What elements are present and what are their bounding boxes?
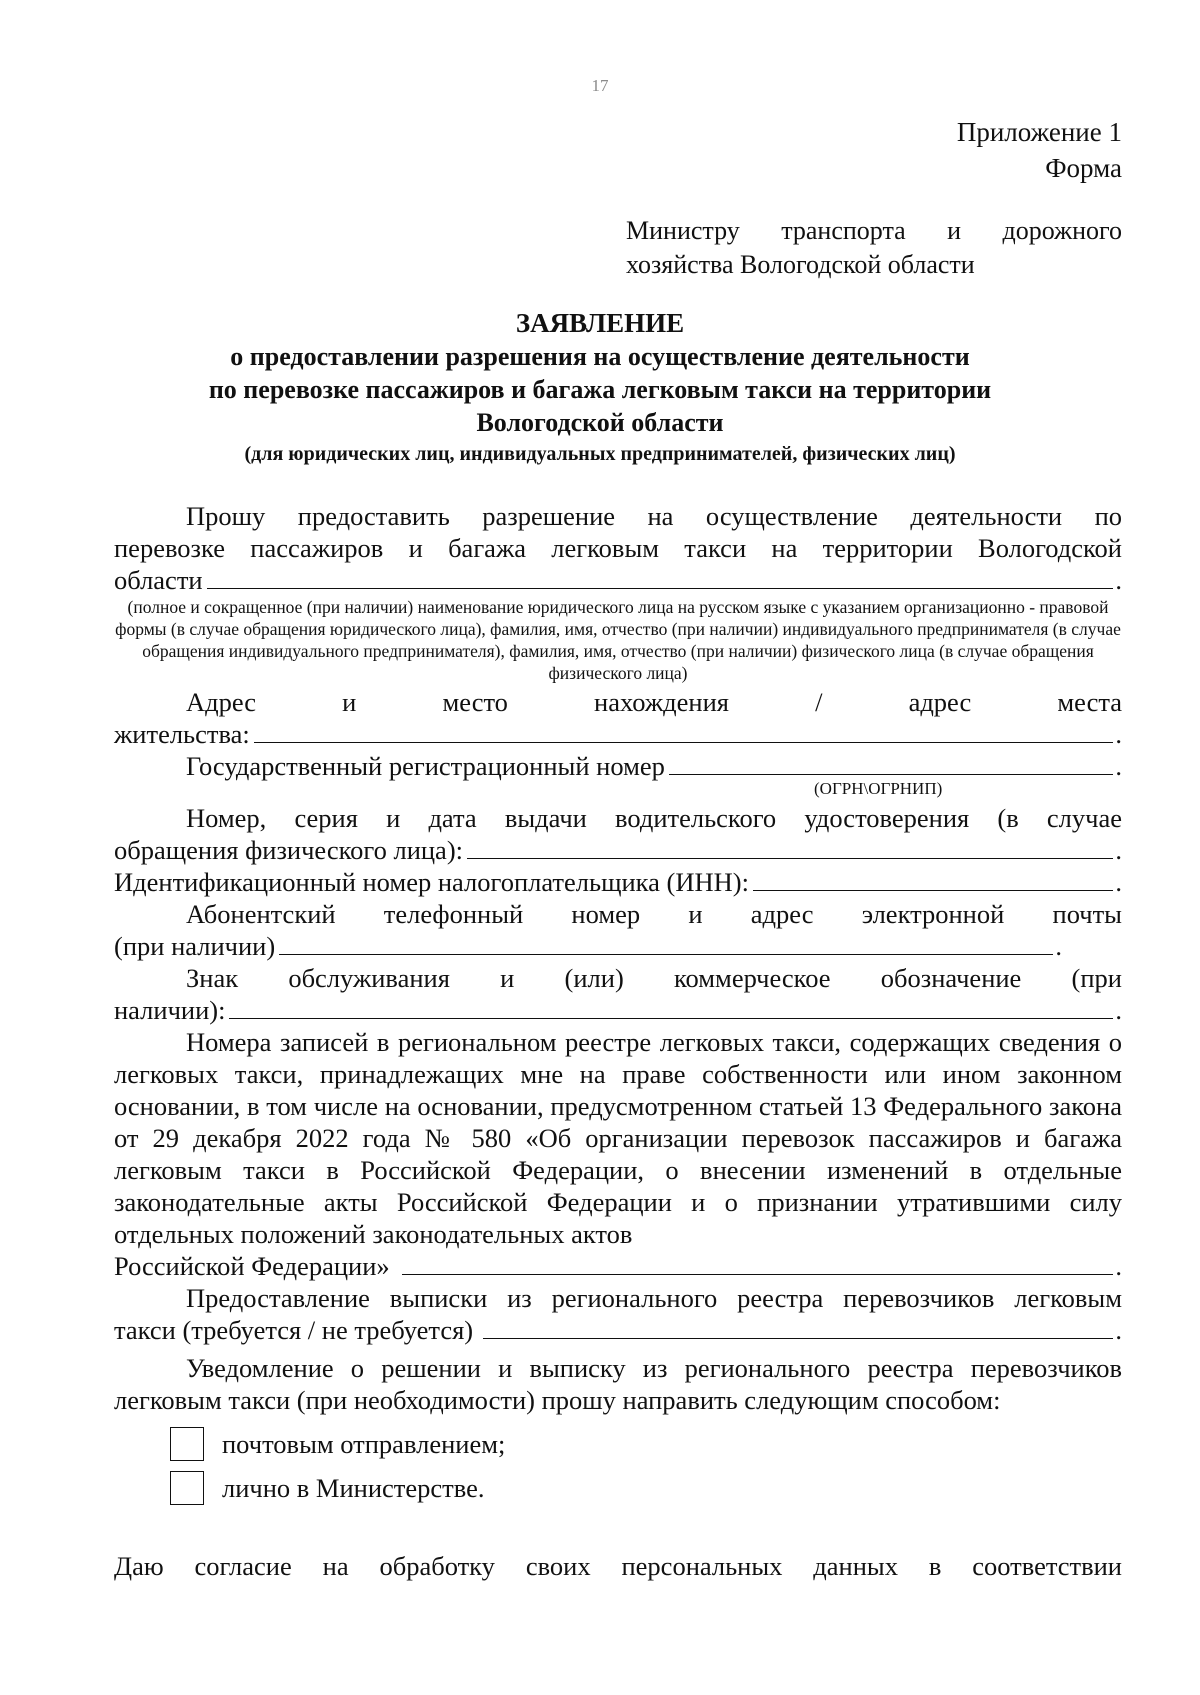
extract-line-1: Предоставление выписки из регионального реестра перевозчиков легковым: [186, 1283, 1122, 1313]
period: .: [1115, 719, 1122, 749]
registry-records-field[interactable]: [402, 1250, 1114, 1275]
license-label: обращения физического лица):: [114, 835, 464, 865]
registry-records-text: Номера записей в региональном реестре легковых такси, содержащих сведения о легковых такси, принадлежащих мне на праве собственности или ином законном основании, в том числе на основании, предусмотренном статьей 13 Федерального закона от 29 декабря 2022 года № 580 «Об организации перевозок пассажиров и багажа легковым такси в Российской Федерации, о внесении изменений в отдельные законодательные акты Российской Федерации и о признании утратившими силу отдельных положений законодательных актов: [114, 1027, 1122, 1249]
recipient-line-2: хозяйства Вологодской области: [626, 250, 975, 279]
contacts-label: (при наличии): [114, 931, 276, 961]
in-person-checkbox[interactable]: [170, 1471, 204, 1505]
title-main: ЗАЯВЛЕНИЕ: [515, 308, 685, 338]
period: .: [1115, 835, 1122, 865]
inn-row: [114, 866, 1122, 898]
registry-records-label: Российской Федерации»: [114, 1251, 390, 1281]
extract-label: такси (требуется / не требуется): [114, 1315, 474, 1345]
consent-text: Даю согласие на обработку своих персональных данных в соответствии: [114, 1551, 1122, 1581]
applicant-name-hint: (полное и сокращенное (при наличии) наименование юридического лица на русском языке с указанием организационно - правовой формы (в случае обращения юридического лица), фамилия, имя, отчество (при наличии) индивидуального предпринимателя (в случае обращения индивидуального предпринимателя), фамилия, имя, отчество (при наличии) физического лица (в случае обращения физического лица): [115, 597, 1121, 683]
extract-field[interactable]: [483, 1314, 1113, 1339]
address-label: жительства:: [114, 719, 250, 749]
recipient-block: [626, 214, 1122, 282]
address-line-1: Адрес и место нахождения / адрес места: [186, 687, 1122, 717]
page-number: 17: [591, 76, 609, 95]
delivery-options: [114, 1422, 1122, 1510]
inn-label: Идентификационный номер налогоплательщика (ИНН):: [114, 867, 749, 897]
reg-number-field[interactable]: [669, 750, 1114, 775]
title-note: (для юридических лиц, индивидуальных предпринимателей, физических лиц): [244, 443, 956, 465]
license-line-1: Номер, серия и дата выдачи водительского удостоверения (в случае: [186, 803, 1122, 833]
reg-number-row: [114, 750, 1122, 782]
annex-title: Приложение 1: [956, 117, 1122, 147]
title-sub-1: о предоставлении разрешения на осуществление деятельности: [230, 342, 970, 371]
trademark-label: наличии):: [114, 995, 226, 1025]
period: .: [1115, 1315, 1122, 1345]
license-field[interactable]: [467, 834, 1113, 859]
trademark-field[interactable]: [229, 994, 1113, 1019]
contacts-line-1: Абонентский телефонный номер и адрес электронной почты: [186, 899, 1122, 929]
period: .: [1055, 931, 1062, 961]
reg-number-label: Государственный регистрационный номер: [186, 751, 665, 781]
inn-field[interactable]: [753, 866, 1113, 891]
applicant-name-row: [114, 564, 1122, 596]
license-row: [114, 834, 1122, 866]
period: .: [1115, 751, 1122, 781]
request-line-2: перевозке пассажиров и багажа легковым такси на территории Вологодской: [114, 533, 1122, 563]
option-mail[interactable]: [114, 1422, 1122, 1466]
mail-checkbox[interactable]: [170, 1427, 204, 1461]
address-field[interactable]: [254, 718, 1114, 743]
document-title: [0, 306, 1200, 467]
form-label: Форма: [1045, 153, 1122, 183]
registry-records-row: [114, 1250, 1122, 1282]
notification-text: Уведомление о решении и выписку из регионального реестра перевозчиков легковым такси (при необходимости) прошу направить следующим способом:: [114, 1353, 1122, 1415]
period: .: [1115, 867, 1122, 897]
period: .: [1115, 565, 1122, 595]
option-in-person-label: лично в Министерстве.: [222, 1473, 485, 1503]
address-row: [114, 718, 1122, 750]
request-line-3-label: области: [114, 565, 203, 595]
contacts-row: [114, 930, 1122, 962]
reg-number-caption: (ОГРН\ОГРНИП): [814, 779, 943, 798]
extract-row: [114, 1314, 1122, 1346]
option-in-person[interactable]: [114, 1466, 1122, 1510]
title-sub-3: Вологодской области: [476, 408, 724, 437]
recipient-line-1: Министру транспорта и дорожного: [626, 216, 1122, 245]
request-line-1: Прошу предоставить разрешение на осуществление деятельности по: [186, 501, 1122, 531]
period: .: [1115, 995, 1122, 1025]
form-body: [114, 500, 1122, 1582]
trademark-line-1: Знак обслуживания и (или) коммерческое обозначение (при: [186, 963, 1122, 993]
period: .: [1115, 1251, 1122, 1281]
contacts-field[interactable]: [279, 930, 1053, 955]
option-mail-label: почтовым отправлением;: [222, 1429, 506, 1459]
trademark-row: [114, 994, 1122, 1026]
annex-header: [957, 114, 1122, 186]
title-sub-2: по перевозке пассажиров и багажа легковым такси на территории: [208, 375, 992, 404]
applicant-name-field[interactable]: [207, 564, 1114, 589]
